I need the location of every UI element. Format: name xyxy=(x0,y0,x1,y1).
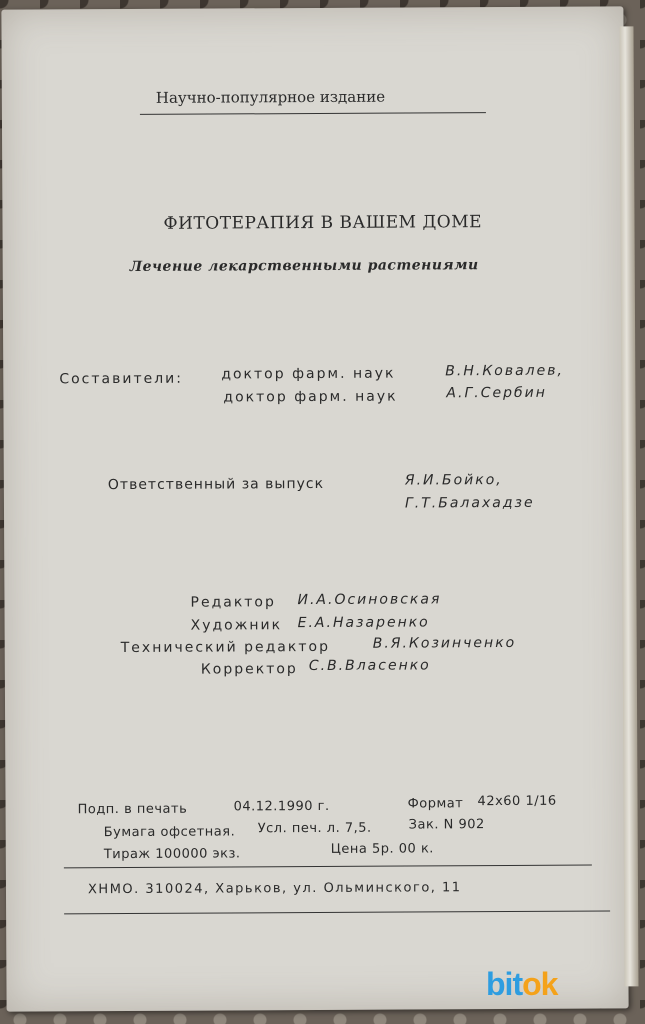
compiler-1-degree: доктор фарм. наук xyxy=(221,365,396,383)
compiler-2-name: А.Г.Сербин xyxy=(446,384,547,402)
compiler-2-degree: доктор фарм. наук xyxy=(223,388,398,406)
edition-type: Научно-популярное издание xyxy=(155,87,386,107)
imprint-signed-label: Подп. в печать xyxy=(77,801,188,818)
staff-proofreader-name: С.В.Власенко xyxy=(308,657,431,675)
imprint-format-label: Формат xyxy=(407,796,464,812)
publisher-address: ХНМО. 310024, Харьков, ул. Ольминского, 11 xyxy=(87,880,462,898)
imprint-format-value: 42х60 1/16 xyxy=(477,793,557,810)
staff-artist-name: Е.А.Назаренко xyxy=(297,614,430,632)
imprint-signed-date: 04.12.1990 г. xyxy=(233,798,330,815)
staff-tech-editor-name: В.Я.Козинченко xyxy=(372,634,517,652)
compilers-label: Составители: xyxy=(59,370,184,388)
watermark-text-a: bit xyxy=(486,966,523,1002)
staff-artist-role: Художник xyxy=(190,617,283,634)
imprint-price: Цена 5р. 00 к. xyxy=(330,841,434,857)
staff-proofreader-role: Корректор xyxy=(200,661,298,678)
responsible-name-1: Я.И.Бойко, xyxy=(404,472,503,489)
imprint-rule-bottom xyxy=(64,910,610,914)
staff-editor-name: И.А.Осиновская xyxy=(297,591,442,609)
compiler-1-name: В.Н.Ковалев, xyxy=(445,362,564,380)
staff-tech-editor-role: Технический редактор xyxy=(120,638,330,657)
responsible-name-2: Г.Т.Балахадзе xyxy=(404,494,535,512)
header-rule xyxy=(140,112,486,115)
book-title: ФИТОТЕРАПИЯ В ВАШЕМ ДОМЕ xyxy=(163,212,483,234)
book-subtitle: Лечение лекарственными растениями xyxy=(129,257,479,275)
imprint-rule-top xyxy=(64,865,592,869)
imprint-order: Зак. N 902 xyxy=(408,817,485,833)
imprint-print-sheets: Усл. печ. л. 7,5. xyxy=(257,820,372,837)
watermark-text-o: ok xyxy=(522,966,558,1002)
staff-editor-role: Редактор xyxy=(190,594,276,611)
site-watermark xyxy=(486,966,557,1003)
book-page xyxy=(1,6,628,1011)
imprint-print-run: Тираж 100000 экз. xyxy=(103,846,241,863)
responsible-label: Ответственный за выпуск xyxy=(107,475,325,494)
imprint-paper: Бумага офсетная. xyxy=(103,824,236,841)
